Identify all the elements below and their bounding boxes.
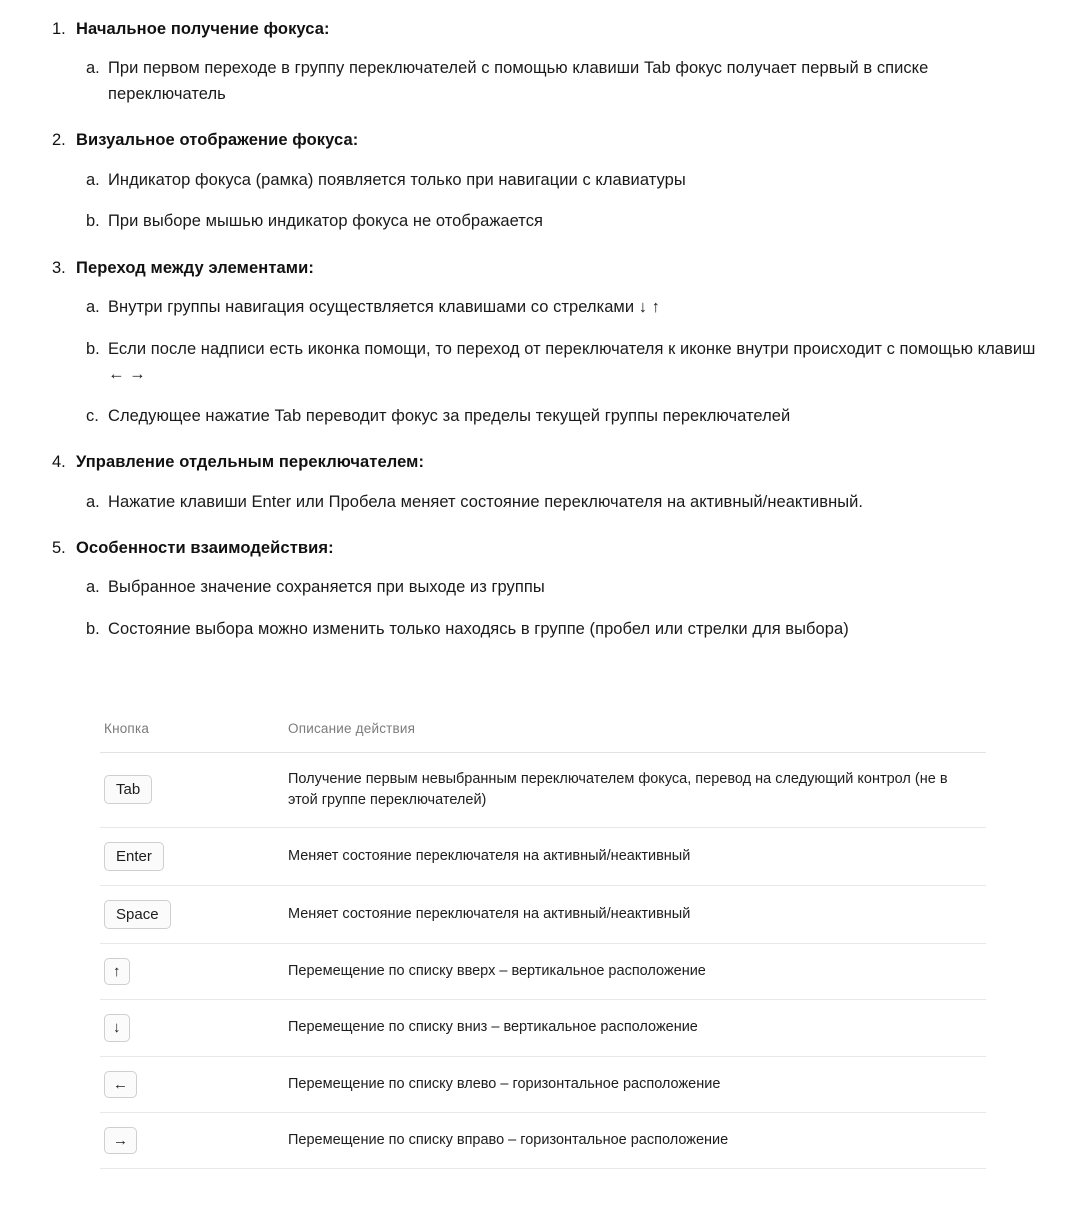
rule-sub-item [40,404,1040,430]
rule-sub-letter: a. [86,578,100,597]
rule-heading [40,451,1040,473]
rule-sub-text: Состояние выбора можно изменить только находясь в группе (пробел или стрелки для выбора) [108,619,849,638]
rule-sub-letter: a. [86,298,100,317]
rule-block-spacer [40,515,1040,537]
rule-sub-letter: b. [86,212,100,231]
rule-sub-letter: a. [86,492,100,511]
rule-number: 4. [52,453,66,472]
tab-key-icon[interactable]: Tab [104,775,152,804]
description-cell: Получение первым невыбранным переключателем фокуса, перевод на следующий контрол (не в этой группе переключателей) [284,752,986,827]
key-cell [100,885,284,943]
rule-sub-list [40,295,1040,429]
key-cell [100,1056,284,1112]
rule-sub-text: Выбранное значение сохраняется при выходе из группы [108,578,545,597]
description-cell: Перемещение по списку вверх – вертикальное расположение [284,944,986,1000]
rule-block-spacer [40,235,1040,257]
rule-number: 1. [52,20,66,38]
rule-heading [40,18,1040,40]
rule-sub-letter: b. [86,339,100,358]
rule-sub-list [40,168,1040,235]
table-header-row [100,717,986,753]
rule-block-spacer [40,107,1040,129]
rule-heading [40,537,1040,559]
table-header [100,717,986,753]
rule-sub-letter: c. [86,406,99,425]
rule-sub-item [40,56,1040,107]
rule-sub-text: Если после надписи есть иконка помощи, то переход от переключателя к иконке внутри происходит с помощью клавиш ← → [108,339,1036,384]
rule-block-spacer [40,643,1040,665]
rule-sub-item [40,337,1040,388]
keyboard-shortcuts-table [100,717,986,1170]
table-body [100,752,986,1169]
rule-block [40,257,1040,430]
rule-number: 5. [52,539,66,558]
rule-sub-letter: a. [86,59,100,78]
rule-sub-item [40,295,1040,321]
description-cell: Меняет состояние переключателя на активный/неактивный [284,827,986,885]
keyboard-shortcuts-table-wrapper [100,717,986,1170]
arrow-left-key-icon[interactable]: ← [104,1071,137,1098]
arrow-right-key-icon[interactable]: → [104,1127,137,1154]
arrow-down-key-icon[interactable]: ↓ [104,1014,130,1041]
table-row [100,944,986,1000]
rule-sub-list [40,56,1040,107]
table-row [100,885,986,943]
key-cell [100,944,284,1000]
rule-sub-list [40,490,1040,516]
column-header-key: Кнопка [100,717,284,753]
rule-sub-text: Следующее нажатие Tab переводит фокус за пределы текущей группы переключателей [108,406,791,425]
rule-title: Переход между элементами: [76,258,314,277]
rule-heading [40,257,1040,279]
rule-title: Начальное получение фокуса: [76,20,330,38]
key-cell [100,1000,284,1056]
rule-sub-letter: a. [86,170,100,189]
rule-sub-item [40,575,1040,601]
rule-sub-item [40,209,1040,235]
table-row [100,752,986,827]
rule-title: Визуальное отображение фокуса: [76,131,359,150]
description-cell: Перемещение по списку влево – горизонтальное расположение [284,1056,986,1112]
enter-key-icon[interactable]: Enter [104,842,164,871]
rule-sub-text: При выборе мышью индикатор фокуса не отображается [108,212,544,231]
rule-block [40,451,1040,515]
rule-sub-text: Нажатие клавиши Enter или Пробела меняет состояние переключателя на активный/неактивный. [108,492,864,511]
table-row [100,827,986,885]
rule-sub-item [40,617,1040,643]
rule-heading [40,129,1040,151]
rule-sub-list [40,575,1040,642]
description-cell: Перемещение по списку вниз – вертикальное расположение [284,1000,986,1056]
rule-sub-text: При первом переходе в группу переключателей с помощью клавиши Tab фокус получает первый в списке переключатель [108,59,929,103]
rule-number: 3. [52,258,66,277]
table-row [100,1112,986,1168]
column-header-description: Описание действия [284,717,986,753]
arrow-up-key-icon[interactable]: ↑ [104,958,130,985]
key-cell [100,827,284,885]
description-cell: Перемещение по списку вправо – горизонтальное расположение [284,1112,986,1168]
rule-sub-letter: b. [86,619,100,638]
rule-sub-item [40,490,1040,516]
rule-block [40,129,1040,234]
rule-sub-item [40,168,1040,194]
rule-sub-text: Индикатор фокуса (рамка) появляется только при навигации с клавиатуры [108,170,686,189]
table-row [100,1056,986,1112]
space-key-icon[interactable]: Space [104,900,171,929]
key-cell [100,1112,284,1168]
table-row [100,1000,986,1056]
description-cell: Меняет состояние переключателя на активный/неактивный [284,885,986,943]
rule-title: Управление отдельным переключателем: [76,453,425,472]
rule-block [40,537,1040,642]
rule-block [40,18,1040,107]
rule-block-spacer [40,429,1040,451]
key-cell [100,752,284,827]
rule-sub-text: Внутри группы навигация осуществляется клавишами со стрелками ↓ ↑ [108,298,660,317]
rule-number: 2. [52,131,66,150]
rule-title: Особенности взаимодействия: [76,539,334,558]
